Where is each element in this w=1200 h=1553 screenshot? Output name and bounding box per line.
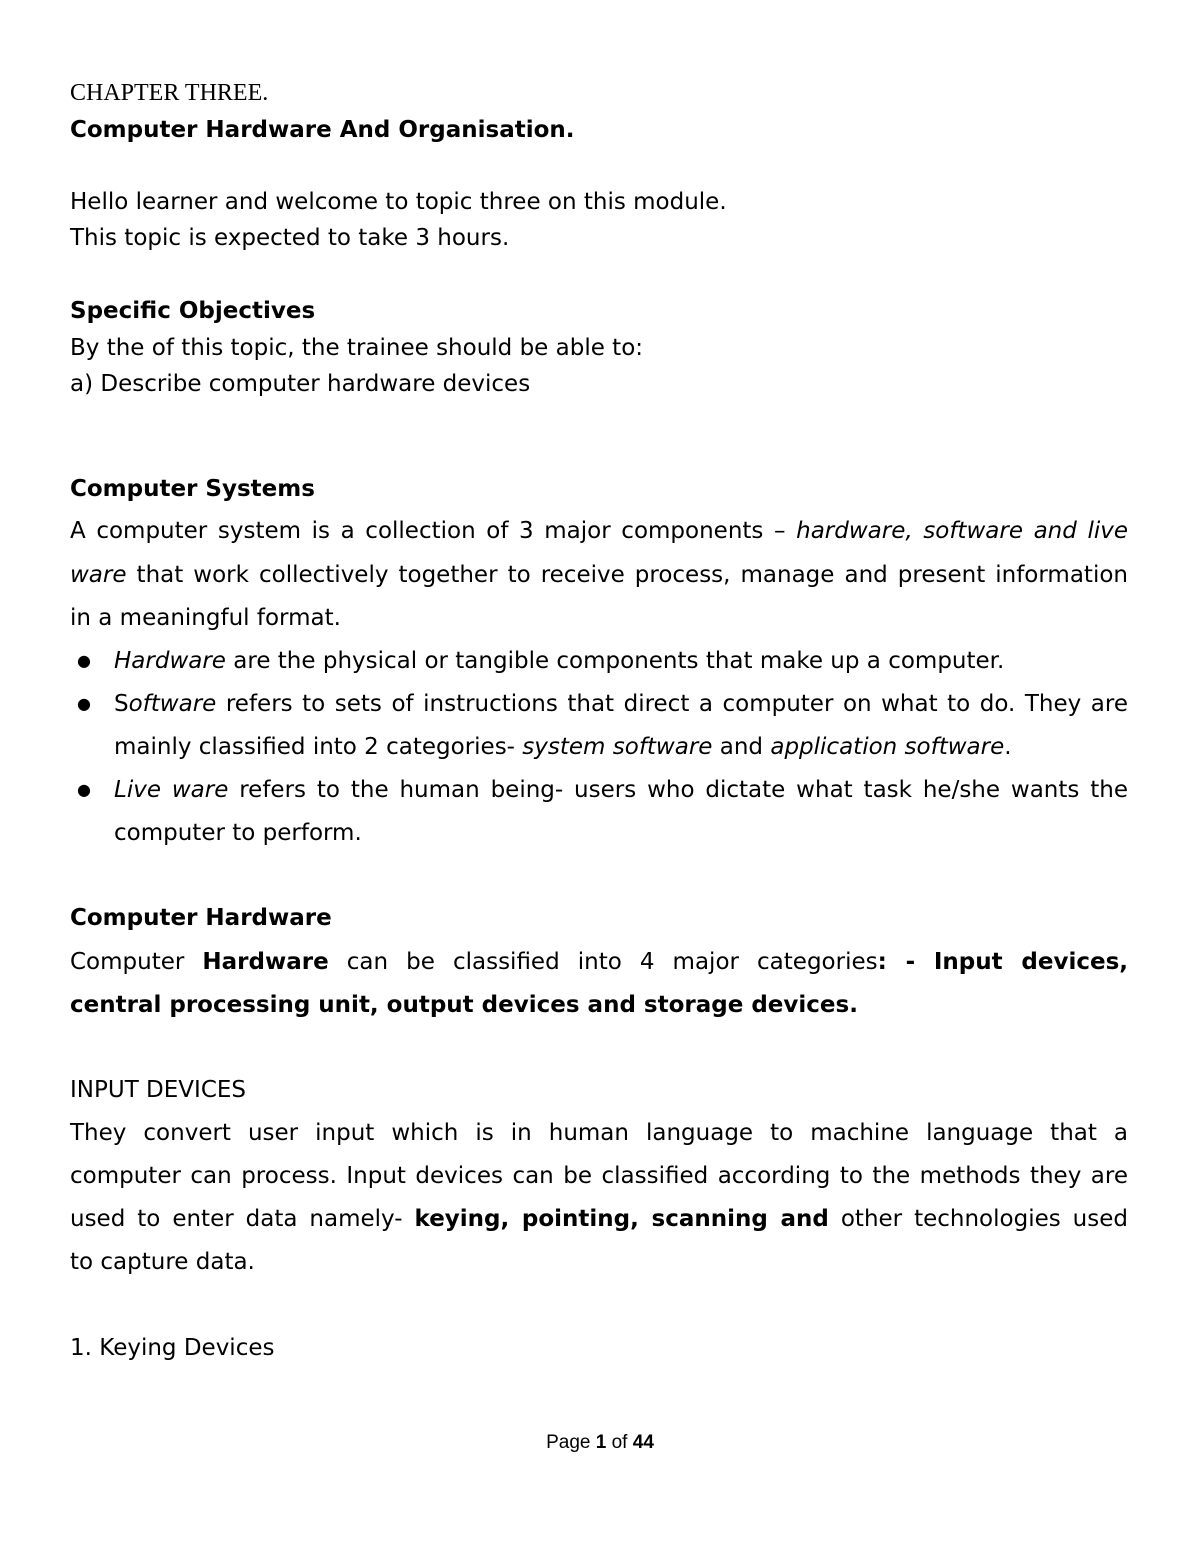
page-footer bbox=[0, 1432, 1200, 1454]
hardware-bold: Hardware bbox=[202, 949, 329, 975]
page-number: 1 bbox=[595, 1432, 607, 1453]
chapter-title: Computer Hardware And Organisation. bbox=[70, 117, 575, 143]
page-total: 44 bbox=[632, 1432, 654, 1453]
bullet-liveware bbox=[114, 776, 1128, 804]
input-paragraph-line-2: computer can process. Input devices can be classified according to the methods they are bbox=[70, 1163, 1128, 1189]
systems-paragraph-line-2 bbox=[70, 561, 1128, 589]
bullet-emphasis: Live ware bbox=[114, 777, 229, 803]
hardware-text: can be classified into 4 major categories bbox=[328, 949, 878, 975]
bullet-text: refers to sets of instructions that direct a computer on what to do. They are bbox=[216, 691, 1128, 717]
bullet-software-line-2 bbox=[114, 733, 1012, 761]
systems-text: that work collectively together to receive process, manage and present information bbox=[126, 562, 1128, 588]
input-paragraph-line-4: to capture data. bbox=[70, 1249, 255, 1275]
systems-heading: Computer Systems bbox=[70, 476, 315, 502]
bullet-hardware bbox=[114, 647, 1004, 675]
bullet-software bbox=[114, 690, 1128, 718]
bullet-emphasis: oftware bbox=[128, 691, 217, 717]
input-paragraph-line-3 bbox=[70, 1205, 1128, 1233]
bullet-emphasis: Hardware bbox=[114, 648, 226, 674]
chapter-label: CHAPTER THREE. bbox=[70, 80, 269, 106]
bullet-liveware-line-2: computer to perform. bbox=[114, 820, 362, 846]
hardware-paragraph-line-2: central processing unit, output devices and storage devices. bbox=[70, 992, 858, 1018]
bullet-text: S bbox=[114, 691, 129, 717]
systems-text: A computer system is a collection of 3 major components – bbox=[70, 518, 797, 544]
systems-emphasis: ware bbox=[70, 562, 127, 588]
hardware-text: Computer bbox=[70, 949, 203, 975]
bullet-icon: ● bbox=[77, 694, 91, 713]
input-bold: keying, pointing, scanning and bbox=[414, 1206, 829, 1232]
intro-line-2: This topic is expected to take 3 hours. bbox=[70, 225, 510, 251]
objective-a: a) Describe computer hardware devices bbox=[70, 371, 531, 397]
of-word: of bbox=[611, 1432, 628, 1453]
bullet-emphasis: system software bbox=[522, 734, 713, 760]
systems-paragraph-line-1 bbox=[70, 517, 1128, 545]
bullet-text: are the physical or tangible components that make up a computer. bbox=[225, 648, 1005, 674]
systems-paragraph-line-3: in a meaningful format. bbox=[70, 605, 341, 631]
objectives-heading: Specific Objectives bbox=[70, 298, 316, 324]
bullet-text: . bbox=[1004, 734, 1012, 760]
bullet-text: and bbox=[712, 734, 771, 760]
intro-line-1: Hello learner and welcome to topic three on this module. bbox=[70, 189, 727, 215]
input-text: other technologies used bbox=[828, 1206, 1128, 1232]
systems-emphasis: hardware, software and live bbox=[796, 518, 1128, 544]
input-devices-heading: INPUT DEVICES bbox=[70, 1077, 247, 1103]
hardware-bold: : - Input devices, bbox=[877, 949, 1128, 975]
objectives-lead: By the of this topic, the trainee should be able to: bbox=[70, 335, 644, 361]
bullet-emphasis: application software bbox=[770, 734, 1005, 760]
input-text: used to enter data namely- bbox=[70, 1206, 415, 1232]
bullet-text: refers to the human being- users who dictate what task he/she wants the bbox=[228, 777, 1128, 803]
keying-devices-item: 1. Keying Devices bbox=[70, 1335, 275, 1361]
bullet-text: mainly classified into 2 categories- bbox=[114, 734, 523, 760]
input-paragraph-line-1: They convert user input which is in human language to machine language that a bbox=[70, 1120, 1128, 1146]
hardware-heading: Computer Hardware bbox=[70, 905, 332, 931]
page-word: Page bbox=[546, 1432, 591, 1453]
bullet-icon: ● bbox=[77, 780, 91, 799]
hardware-paragraph-line-1 bbox=[70, 948, 1128, 976]
bullet-icon: ● bbox=[77, 651, 91, 670]
